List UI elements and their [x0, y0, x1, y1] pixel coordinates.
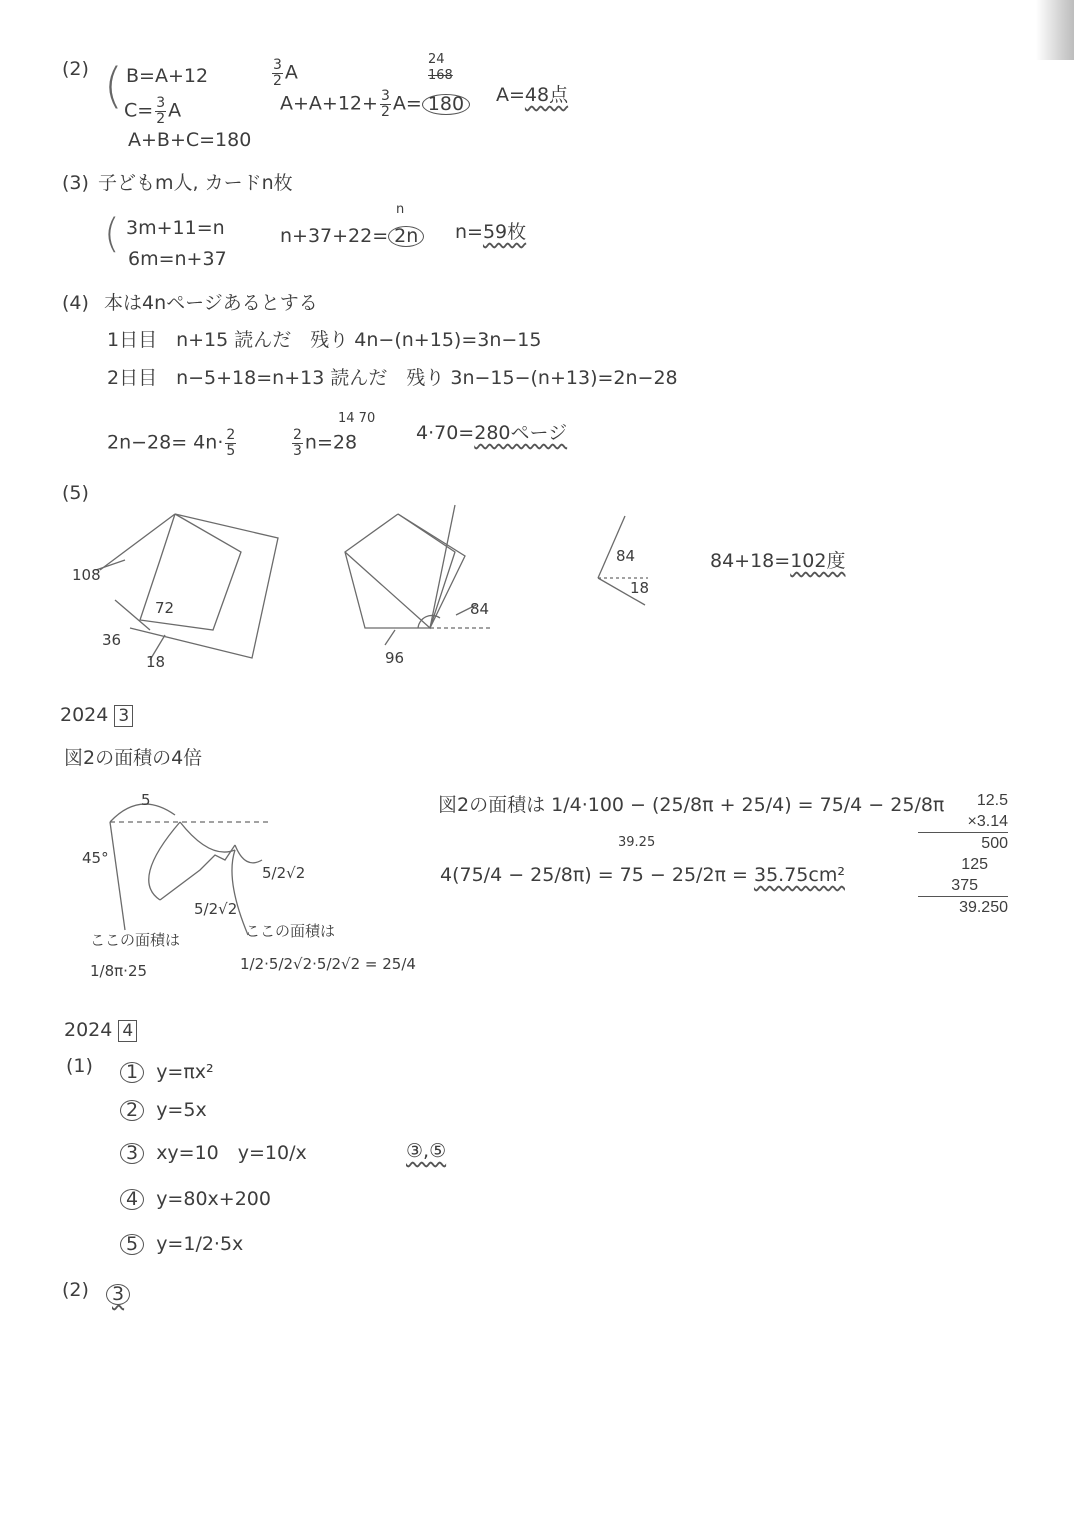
mult-line: ×3.14: [918, 811, 1008, 833]
p2-sys2: C= $\frac{3}{2}$ A: [124, 95, 182, 127]
q3-multiplication: [918, 790, 1008, 918]
small-angle-84: 84: [616, 547, 636, 565]
q3-heading: 2024 3: [60, 706, 133, 725]
q4-item: 3 xy=10 y=10/x: [120, 1143, 307, 1164]
angle-18: 18: [146, 653, 166, 671]
p2-brace: (: [104, 58, 123, 114]
p4-answer: 4·70=280ページ: [416, 422, 568, 444]
q4-item: 5 y=1/2·5x: [120, 1234, 243, 1255]
q4-answer-2: 3: [106, 1284, 130, 1305]
p2-note: $\frac{3}{2}$ A: [273, 57, 298, 89]
p4-day2: 2日目 n−5+18=n+13 読んだ 残り 3n−15−(n+13)=2n−28: [107, 367, 678, 389]
q3-radius-2: 5/2√2: [194, 900, 238, 918]
q4-label-2: (2): [62, 1279, 89, 1301]
angle-96: 96: [385, 649, 405, 667]
p3-brace: (: [104, 211, 120, 257]
q3-angle-45: 45°: [82, 849, 109, 867]
p5-label: (5): [62, 482, 89, 504]
mult-line: 39.250: [959, 899, 1008, 916]
q3-calc: 4(75/4 − 25/8π) = 75 − 25/2π = 35.75cm²: [440, 864, 845, 886]
q3-note1: ここの面積は: [90, 931, 181, 949]
p3-equation: n+37+22= 2n: [280, 226, 424, 247]
q4-item: 2 y=5x: [120, 1100, 207, 1121]
mult-line: 125: [961, 856, 988, 873]
q4-label-1: (1): [66, 1055, 93, 1077]
angle-36: 36: [102, 631, 122, 649]
angle-72: 72: [155, 599, 175, 617]
p2-sys1: B=A+12: [126, 65, 209, 87]
p3-answer: n=59枚: [455, 221, 527, 243]
p2-label: (2): [62, 58, 89, 80]
p4-day1: 1日目 n+15 読んだ 残り 4n−(n+15)=3n−15: [107, 329, 542, 351]
p2-sys3: A+B+C=180: [128, 129, 252, 151]
extension-line: [100, 514, 175, 570]
q4-item: 4 y=80x+200: [120, 1189, 271, 1210]
p5-answer: 84+18=102度: [710, 550, 846, 572]
square-1: [130, 514, 278, 658]
p4-label: (4): [62, 292, 89, 314]
mult-line: 12.5: [976, 792, 1008, 809]
p2-answer: A=48点: [496, 84, 569, 106]
p3-above: n: [396, 202, 405, 217]
q3-note1-val: 1/8π·25: [90, 962, 148, 980]
p2-equation: A+A+12+ $\frac{3}{2}$ A= 180: [280, 89, 470, 119]
angle-108: 108: [72, 566, 101, 584]
p4-line3: 2n−28= 4n· $\frac{2}{5}$: [107, 427, 236, 459]
q3-note2: ここの面積は: [245, 922, 336, 940]
q3-dim-5: 5: [141, 791, 151, 809]
q3-note2-val: 1/2·5/2√2·5/2√2 = 25/4: [240, 955, 416, 973]
q3-small: 39.25: [618, 835, 656, 850]
mult-line: 500: [981, 835, 1008, 852]
angle-84: 84: [470, 600, 490, 618]
p4-line3b: $\frac{2}{3}$ n=28: [293, 427, 358, 459]
p3-title: 子どもm人, カードn枚: [98, 172, 293, 194]
q3-radius-1: 5/2√2: [262, 864, 306, 882]
q3-title: 図2の面積の4倍: [64, 747, 203, 769]
q4-heading: 2024 4: [64, 1021, 137, 1040]
p2-above2: 168: [428, 68, 453, 83]
p2-above: 24: [428, 52, 445, 67]
p4-title: 本は4nページあるとする: [104, 292, 318, 314]
p3-sys2: 6m=n+37: [128, 248, 227, 270]
q3-area-line: 図2の面積は 1/4·100 − (25/8π + 25/4) = 75/4 − 25/8π: [438, 794, 945, 816]
p4-small: 14 70: [338, 411, 376, 426]
small-angle-18: 18: [630, 579, 650, 597]
q4-answer-1: ③,⑤: [406, 1140, 447, 1162]
p3-sys1: 3m+11=n: [126, 217, 225, 239]
q4-item: 1 y=πx²: [120, 1062, 214, 1083]
mult-line: 375: [918, 875, 1008, 897]
p3-label: (3): [62, 172, 89, 194]
